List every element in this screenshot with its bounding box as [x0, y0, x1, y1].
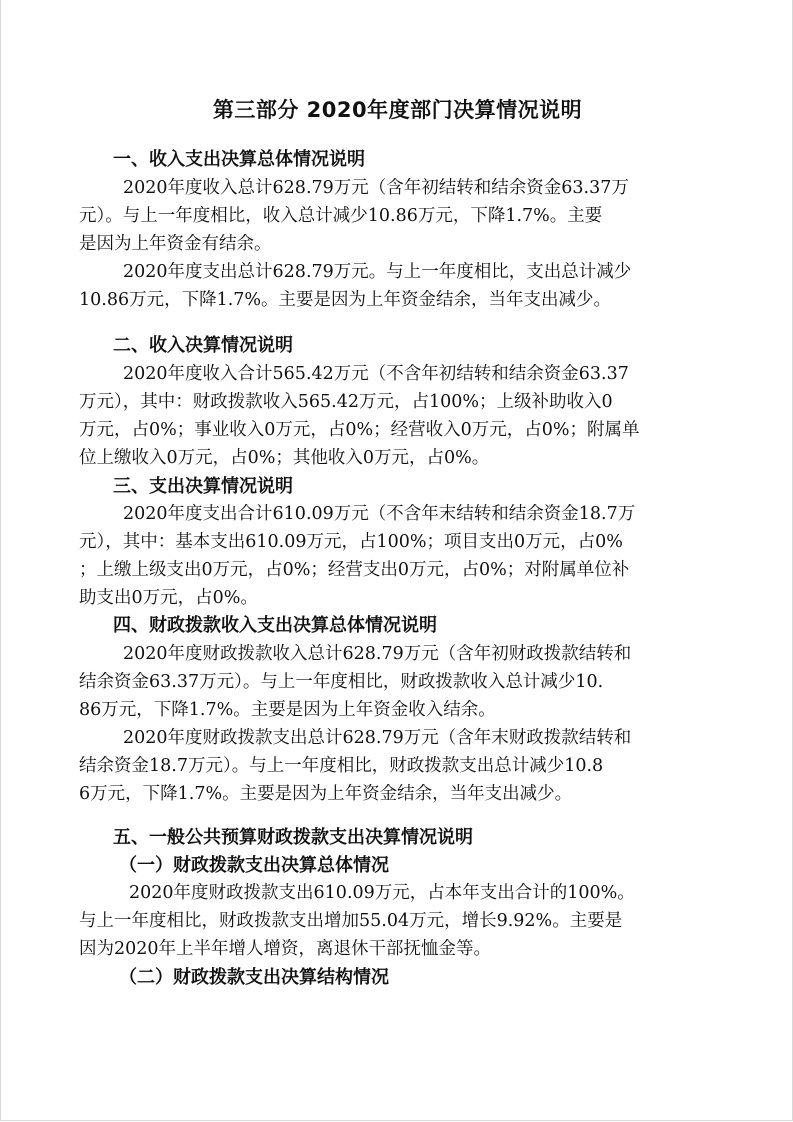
section-1-line-5: 10.86万元，下降1.7%。主要是因为上年资金结余，当年支出减少。: [79, 290, 612, 310]
section-4-line-5: 结余资金18.7万元）。与上一年度相比，财政拨款支出总计减少10.8: [79, 756, 604, 776]
section-2-line-1: 2020年度收入合计565.42万元（不含年初结转和结余资金63.37: [123, 364, 629, 384]
section-1-line-1: 2020年度收入总计628.79万元（含年初结转和结余资金63.37万: [123, 178, 629, 198]
section-4-line-6: 6万元，下降1.7%。主要是因为上年资金结余，当年支出减少。: [79, 784, 573, 804]
section-4-line-3: 86万元，下降1.7%。主要是因为上年资金收入结余。: [79, 700, 496, 720]
section-2-line-4: 位上缴收入0万元，占0%；其他收入0万元，占0%。: [79, 448, 490, 468]
section-5-line-3: 因为2020年上半年增人增资，离退休干部抚恤金等。: [79, 939, 492, 959]
section-3-line-1: 2020年度支出合计610.09万元（不含年末结转和结余资金18.7万: [123, 504, 636, 524]
section-2-line-3: 万元，占0%；事业收入0万元，占0%；经营收入0万元，占0%；附属单: [79, 420, 640, 440]
section-5-line-1: 2020年度财政拨款支出610.09万元，占本年支出合计的100%。: [129, 883, 635, 903]
section-3-line-4: 助支出0万元，占0%。: [79, 588, 258, 608]
section-3-line-3: ；上缴上级支出0万元，占0%；经营支出0万元，占0%；对附属单位补: [79, 560, 630, 580]
section-4-line-4: 2020年度财政拨款支出总计628.79万元（含年末财政拨款结转和: [123, 728, 632, 748]
page-title: 第三部分 2020年度部门决算情况说明: [212, 98, 583, 122]
section-5-line-2: 与上一年度相比，财政拨款支出增加55.04万元，增长9.92%。主要是: [79, 911, 623, 931]
section-1-line-2: 元）。与上一年度相比，收入总计减少10.86万元，下降1.7%。主要: [79, 206, 603, 226]
section-4-heading: 四、财政拨款收入支出决算总体情况说明: [113, 615, 437, 636]
section-4-line-2: 结余资金63.37万元）。与上一年度相比，财政拨款收入总计减少10.: [79, 672, 604, 692]
section-2-line-2: 万元），其中：财政拨款收入565.42万元，占100%；上级补助收入0: [79, 392, 613, 412]
section-3-line-2: 元），其中：基本支出610.09万元，占100%；项目支出0万元，占0%: [79, 532, 623, 552]
section-5-subheading-2: （二）财政拨款支出决算结构情况: [119, 967, 389, 988]
section-5-subheading-1: （一）财政拨款支出决算总体情况: [119, 855, 389, 876]
section-2-heading: 二、收入决算情况说明: [113, 335, 293, 356]
section-4-line-1: 2020年度财政拨款收入总计628.79万元（含年初财政拨款结转和: [123, 644, 632, 664]
section-5-heading: 五、一般公共预算财政拨款支出决算情况说明: [113, 827, 473, 848]
section-1-heading: 一、收入支出决算总体情况说明: [113, 149, 365, 170]
section-3-heading: 三、支出决算情况说明: [113, 476, 293, 497]
section-1-line-3: 是因为上年资金有结余。: [79, 234, 272, 254]
section-1-line-4: 2020年度支出总计628.79万元。与上一年度相比，支出总计减少: [123, 262, 632, 282]
